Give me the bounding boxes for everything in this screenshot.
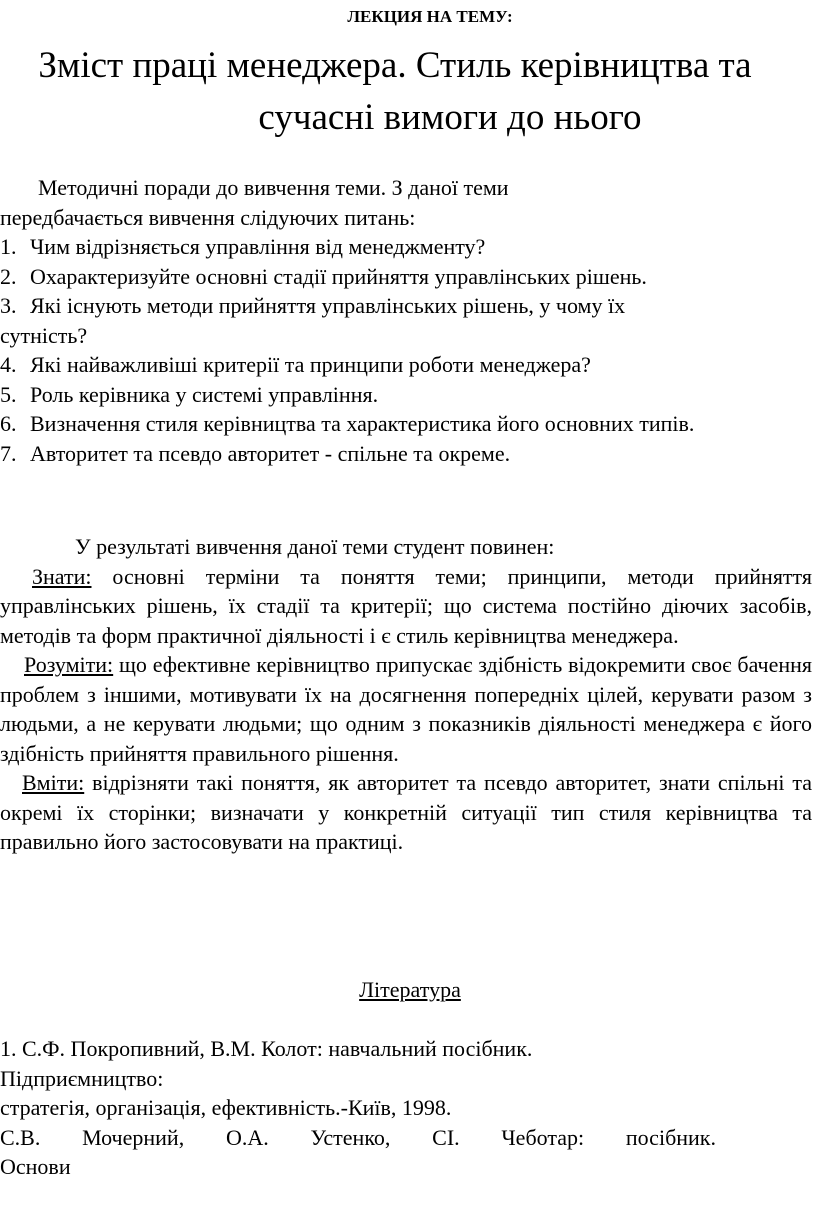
question-list bbox=[0, 232, 812, 468]
question-number: 1. bbox=[0, 234, 17, 259]
literature-heading: Література bbox=[359, 977, 461, 1002]
question-item bbox=[0, 380, 812, 410]
question-item-continuation bbox=[0, 321, 812, 351]
know-paragraph bbox=[0, 562, 812, 651]
question-text: Охарактеризуйте основні стадії прийняття управлінських рішень. bbox=[30, 263, 647, 289]
question-item bbox=[0, 262, 812, 292]
know-label: Знати: bbox=[32, 563, 92, 589]
skill-text: відрізняти такі поняття, як авторитет та псевдо авторитет, знати спільні та окремі їх сторінки; визначати у конкретній ситуації тип стиля керівництва та правильно його застосовувати на практиці. bbox=[0, 770, 812, 854]
literature-line: Основи bbox=[0, 1154, 71, 1179]
skill-label: Вміти: bbox=[22, 770, 85, 795]
question-item bbox=[0, 291, 812, 321]
literature-list bbox=[0, 1034, 812, 1182]
understand-text: що ефективне керівництво припускає здібність відокремити своє бачення проблем з іншими, мотивувати їх на досягнення попередніх цілей, керувати разом з людьми, а не керувати людьми; що одним з показників діяльності менеджера є його здібність прийняття правильного рішення. bbox=[0, 652, 812, 766]
literature-line: 1. С.Ф. Покропивний, В.М. Колот: навчальний посібник. bbox=[0, 1036, 533, 1061]
lecture-label: ЛЕКЦИЯ НА ТЕМУ: bbox=[347, 7, 513, 26]
page-title bbox=[0, 40, 790, 144]
study-guidelines bbox=[0, 173, 812, 468]
question-number: 7. bbox=[0, 440, 17, 466]
question-text: Авторитет та псевдо авторитет - спільне та окреме. bbox=[30, 440, 511, 466]
question-number: 3. bbox=[0, 293, 17, 318]
intro-line-2: передбачається вивчення слідуючих питань: bbox=[0, 204, 416, 230]
question-text: Які найважливіші критерії та принципи роботи менеджера? bbox=[30, 352, 591, 377]
question-number: 5. bbox=[0, 381, 17, 407]
question-text: Роль керівника у системі управління. bbox=[30, 381, 379, 407]
question-item bbox=[0, 232, 812, 262]
question-item bbox=[0, 439, 812, 469]
literature-line: Підприємництво: bbox=[0, 1065, 164, 1091]
understand-paragraph bbox=[0, 650, 812, 768]
title-line-2: сучасні вимоги до нього bbox=[258, 97, 642, 138]
outcomes-lead: У результаті вивчення даної теми студент повинен: bbox=[75, 534, 555, 559]
literature-line: стратегія, організація, ефективність.-Київ, 1998. bbox=[0, 1095, 452, 1120]
question-item bbox=[0, 409, 812, 439]
question-number: 2. bbox=[0, 263, 17, 289]
question-number: 4. bbox=[0, 352, 17, 377]
question-text: Які існують методи прийняття управлінських рішень, у чому їх bbox=[30, 293, 626, 318]
literature-line: С.В. Мочерний, О.А. Устенко, СІ. Чеботар: посібник. bbox=[0, 1124, 716, 1150]
question-text: Визначення стиля керівництва та характеристика його основних типів. bbox=[30, 411, 695, 436]
know-text: основні терміни та поняття теми; принципи, методи прийняття управлінських рішень, їх стадії та критерії; що система постійно діючих засобів, методів та форм практичної діяльності і є стиль керівництва менеджера. bbox=[0, 563, 812, 648]
learning-outcomes bbox=[0, 532, 812, 857]
question-text: Чим відрізняється управління від менеджменту? bbox=[30, 234, 486, 259]
question-item bbox=[0, 350, 812, 380]
intro-line-1: Методичні поради до вивчення теми. З даної теми bbox=[38, 175, 509, 200]
understand-label: Розуміти: bbox=[24, 652, 114, 677]
title-line-1: Зміст праці менеджера. Стиль керівництва та bbox=[38, 45, 752, 86]
question-number: 6. bbox=[0, 411, 17, 436]
question-text: сутність? bbox=[0, 322, 88, 348]
skill-paragraph bbox=[0, 768, 812, 857]
